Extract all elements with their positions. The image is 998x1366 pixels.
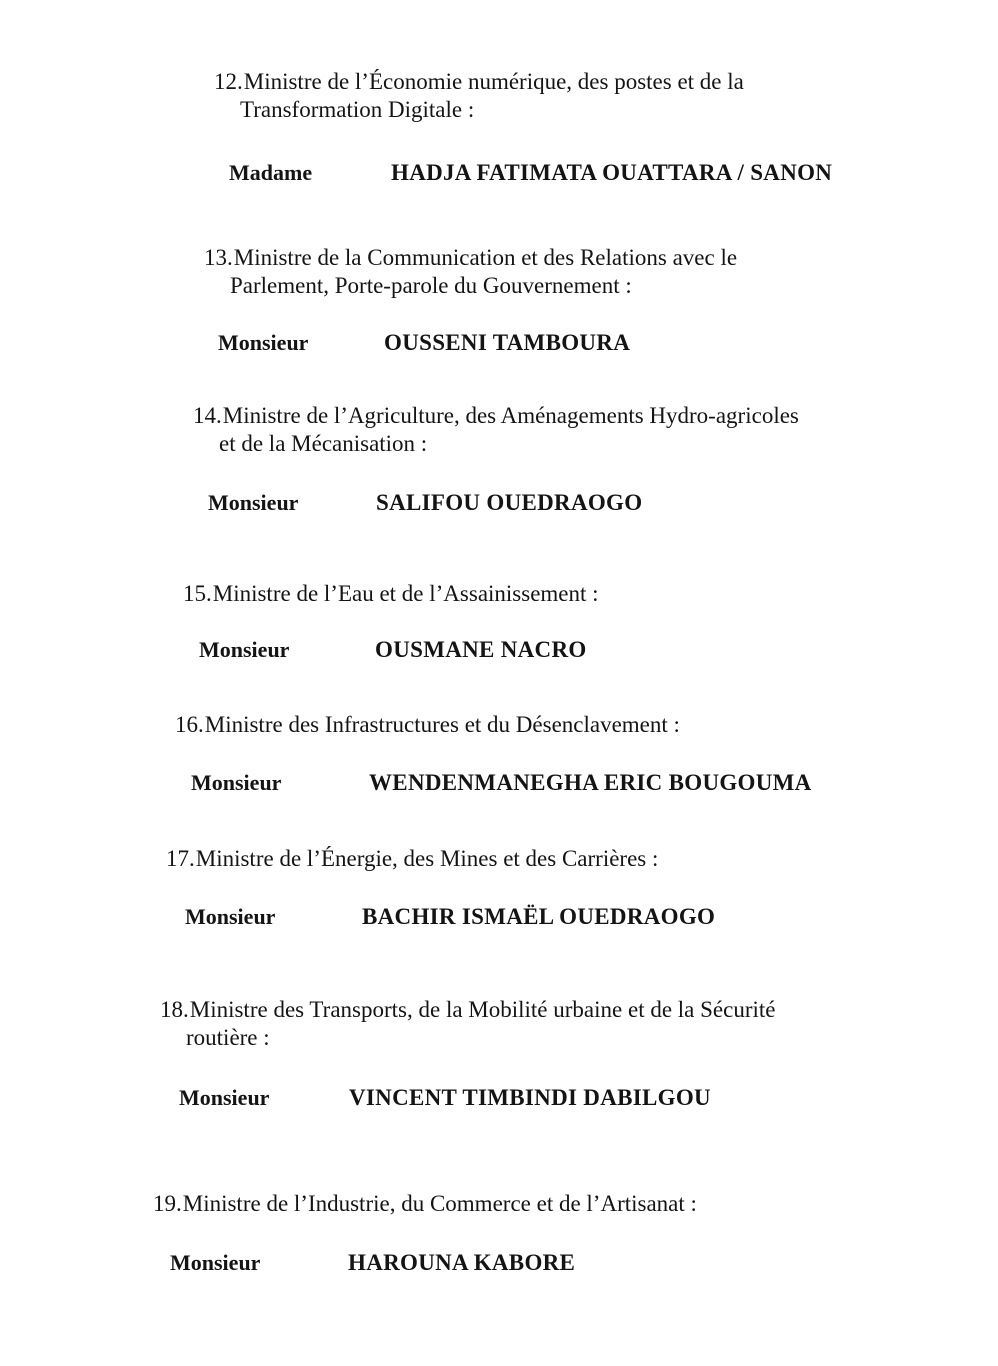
minister-name: OUSMANE NACRO <box>375 637 587 662</box>
ministry-line-1: Ministre des Transports, de la Mobilité urbaine et de la Sécurité <box>189 997 776 1022</box>
ministry-title <box>214 68 904 124</box>
honorific: Monsieur <box>170 1250 261 1275</box>
item-number: 17. <box>166 846 195 871</box>
minister-name: OUSSENI TAMBOURA <box>384 330 631 355</box>
ministry-line-2: routière : <box>186 1025 270 1050</box>
appointment-16 <box>175 711 895 739</box>
ministry-line-2: et de la Mécanisation : <box>219 431 428 456</box>
item-number: 15. <box>183 581 212 606</box>
ministry-title <box>160 996 880 1052</box>
item-number: 12. <box>214 69 243 94</box>
item-number: 19. <box>153 1191 182 1216</box>
appointment-14 <box>193 402 898 458</box>
ministry-line-2: Transformation Digitale : <box>240 97 475 122</box>
appointment-17 <box>166 845 886 873</box>
appointment-15 <box>183 580 883 608</box>
minister-name: SALIFOU OUEDRAOGO <box>376 490 643 515</box>
minister-name: BACHIR ISMAËL OUEDRAOGO <box>362 904 716 929</box>
ministry-title <box>204 244 898 300</box>
appointment-18 <box>160 996 880 1052</box>
honorific: Monsieur <box>208 490 299 515</box>
minister-name: HADJA FATIMATA OUATTARA / SANON <box>391 160 833 185</box>
ministry-line-1: Ministre de l’Industrie, du Commerce et de l’Artisanat : <box>182 1191 697 1216</box>
ministry-line-1: Ministre de l’Énergie, des Mines et des Carrières : <box>195 846 659 871</box>
honorific: Monsieur <box>218 330 309 355</box>
honorific: Monsieur <box>191 770 282 795</box>
honorific: Monsieur <box>179 1085 270 1110</box>
ministry-line-1: Ministre des Infrastructures et du Désenclavement : <box>204 712 680 737</box>
ministry-line-1: Ministre de l’Agriculture, des Aménagements Hydro-agricoles <box>222 403 799 428</box>
minister-name: WENDENMANEGHA ERIC BOUGOUMA <box>369 770 812 795</box>
ministry-line-1: Ministre de la Communication et des Relations avec le <box>233 245 738 270</box>
ministry-title <box>183 580 883 608</box>
ministry-title <box>166 845 886 873</box>
item-number: 18. <box>160 997 189 1022</box>
item-number: 16. <box>175 712 204 737</box>
honorific: Monsieur <box>185 904 276 929</box>
ministry-line-1: Ministre de l’Économie numérique, des postes et de la <box>243 69 744 94</box>
ministry-title <box>153 1190 873 1218</box>
item-number: 14. <box>193 403 222 428</box>
ministry-title <box>175 711 895 739</box>
appointment-12 <box>214 68 904 124</box>
ministry-title <box>193 402 898 458</box>
ministry-line-1: Ministre de l’Eau et de l’Assainissement : <box>212 581 599 606</box>
honorific: Madame <box>229 160 313 185</box>
appointment-13 <box>204 244 898 300</box>
minister-name: HAROUNA KABORE <box>348 1250 576 1275</box>
appointment-19 <box>153 1190 873 1218</box>
honorific: Monsieur <box>199 637 290 662</box>
item-number: 13. <box>204 245 233 270</box>
minister-name: VINCENT TIMBINDI DABILGOU <box>349 1085 711 1110</box>
ministry-line-2: Parlement, Porte-parole du Gouvernement : <box>230 273 632 298</box>
